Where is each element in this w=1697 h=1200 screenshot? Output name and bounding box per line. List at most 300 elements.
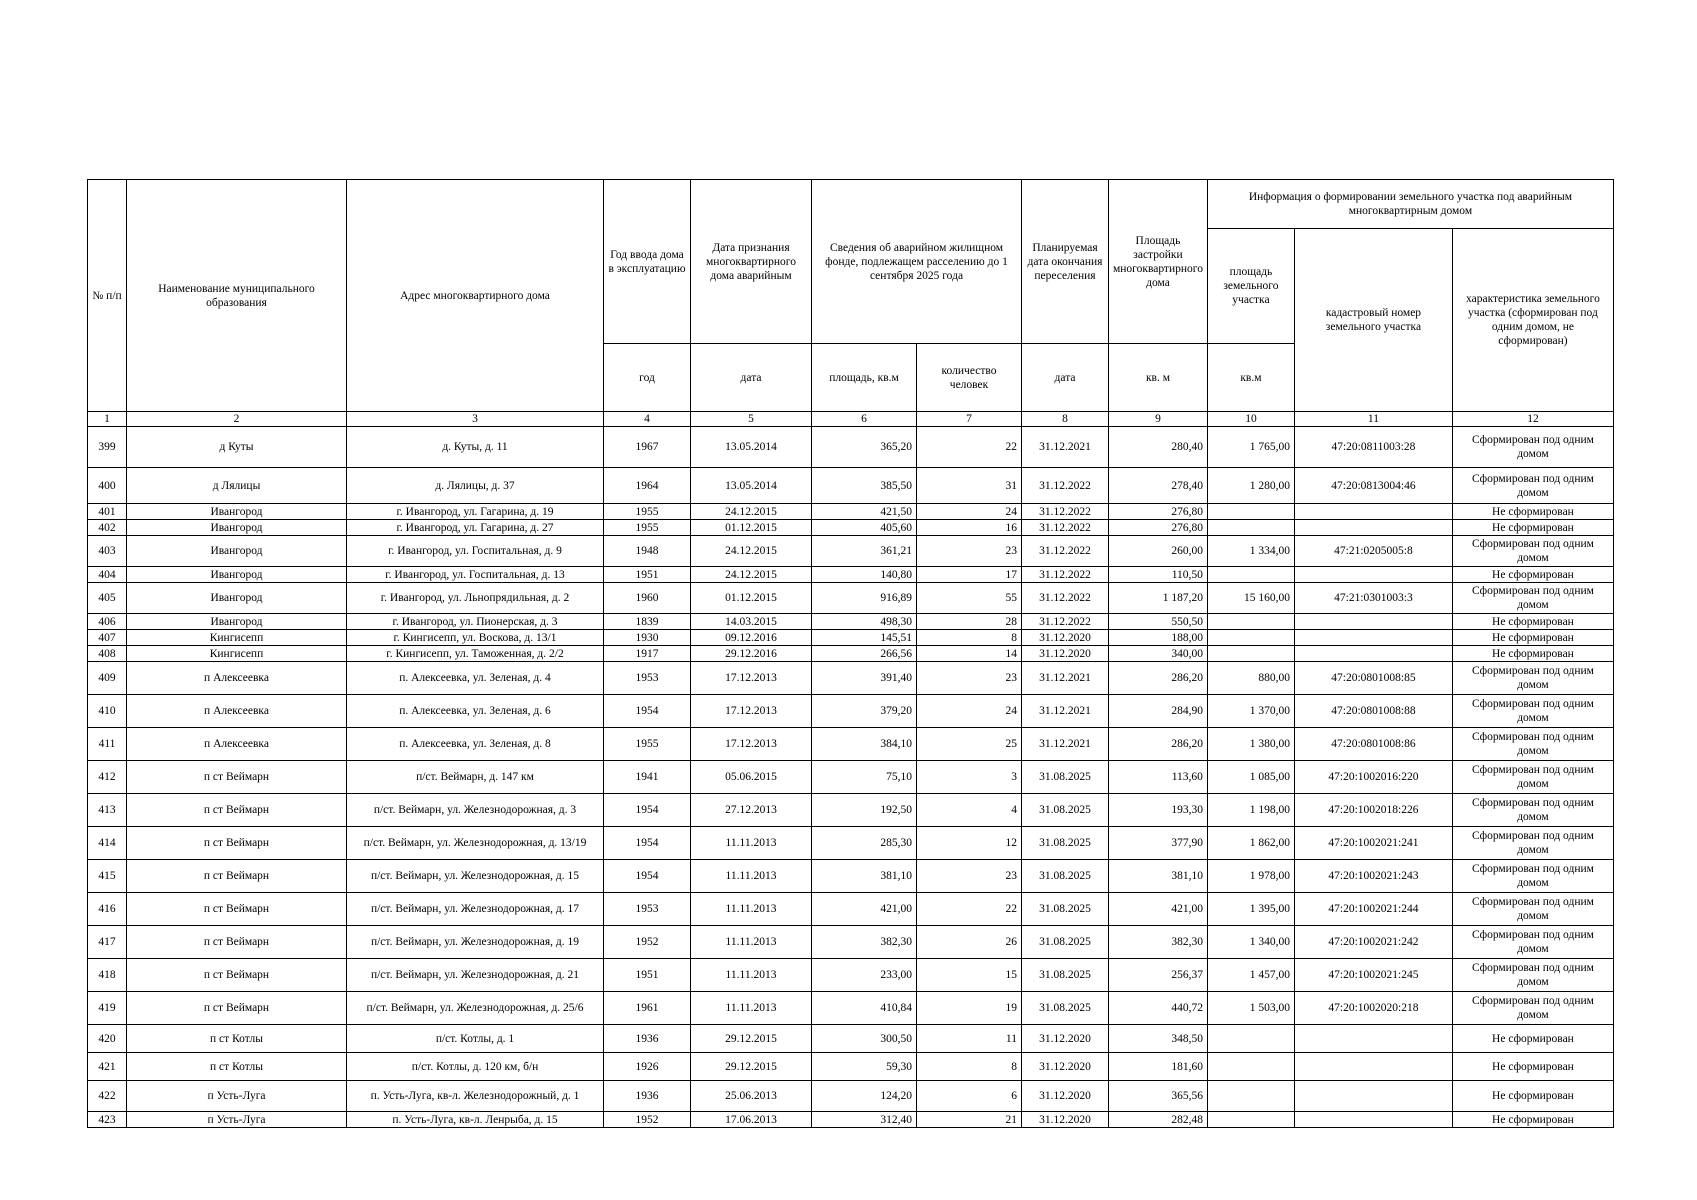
date-declared: 01.12.2015	[691, 520, 812, 536]
year-built: 1930	[604, 630, 691, 646]
cadastral-number: 47:20:1002021:242	[1294, 926, 1452, 959]
table-row	[88, 827, 1614, 860]
housing-table	[87, 179, 1614, 1128]
fund-area: 145,51	[812, 630, 917, 646]
fund-area: 916,89	[812, 583, 917, 614]
people-count: 15	[917, 959, 1022, 992]
planned-date: 31.12.2020	[1022, 1025, 1109, 1053]
row-number: 400	[88, 468, 127, 504]
date-declared: 13.05.2014	[691, 468, 812, 504]
date-declared: 24.12.2015	[691, 567, 812, 583]
planned-date: 31.12.2020	[1022, 1053, 1109, 1081]
cadastral-number: 47:20:1002021:244	[1294, 893, 1452, 926]
row-number: 405	[88, 583, 127, 614]
municipality: п ст Веймарн	[127, 827, 347, 860]
table-row	[88, 630, 1614, 646]
planned-date: 31.08.2025	[1022, 992, 1109, 1025]
land-status: Сформирован под одним домом	[1452, 827, 1613, 860]
land-status: Сформирован под одним домом	[1452, 468, 1613, 504]
land-area	[1207, 1025, 1294, 1053]
year-built: 1917	[604, 646, 691, 662]
date-declared: 14.03.2015	[691, 614, 812, 630]
land-status: Сформирован под одним домом	[1452, 728, 1613, 761]
people-count: 3	[917, 761, 1022, 794]
fund-area: 410,84	[812, 992, 917, 1025]
land-status: Не сформирован	[1452, 520, 1613, 536]
planned-date: 31.12.2021	[1022, 695, 1109, 728]
year-built: 1936	[604, 1025, 691, 1053]
planned-date: 31.12.2022	[1022, 504, 1109, 520]
municipality: п ст Котлы	[127, 1025, 347, 1053]
fund-area: 75,10	[812, 761, 917, 794]
build-area: 181,60	[1109, 1053, 1208, 1081]
year-built: 1952	[604, 1112, 691, 1128]
build-area: 276,80	[1109, 504, 1208, 520]
row-number: 419	[88, 992, 127, 1025]
land-area	[1207, 630, 1294, 646]
column-number: 10	[1207, 412, 1294, 427]
row-number: 399	[88, 427, 127, 468]
table-row	[88, 728, 1614, 761]
column-number: 3	[347, 412, 604, 427]
date-declared: 09.12.2016	[691, 630, 812, 646]
address: п/ст. Веймарн, ул. Железнодорожная, д. 17	[347, 893, 604, 926]
people-count: 23	[917, 662, 1022, 695]
date-declared: 24.12.2015	[691, 504, 812, 520]
year-built: 1954	[604, 794, 691, 827]
address: п/ст. Котлы, д. 120 км, б/н	[347, 1053, 604, 1081]
header-planned-date: Планируемая дата окончания переселения	[1022, 180, 1109, 344]
people-count: 11	[917, 1025, 1022, 1053]
address: д. Лялицы, д. 37	[347, 468, 604, 504]
cadastral-number	[1294, 567, 1452, 583]
cadastral-number: 47:20:1002020:218	[1294, 992, 1452, 1025]
year-built: 1964	[604, 468, 691, 504]
table-body	[88, 427, 1614, 1128]
land-status: Не сформирован	[1452, 614, 1613, 630]
address: п/ст. Веймарн, ул. Железнодорожная, д. 13/19	[347, 827, 604, 860]
table-row	[88, 1053, 1614, 1081]
table-row	[88, 695, 1614, 728]
people-count: 26	[917, 926, 1022, 959]
municipality: п ст Веймарн	[127, 794, 347, 827]
date-declared: 17.06.2013	[691, 1112, 812, 1128]
land-area	[1207, 504, 1294, 520]
row-number: 411	[88, 728, 127, 761]
row-number: 422	[88, 1081, 127, 1112]
date-declared: 27.12.2013	[691, 794, 812, 827]
fund-area: 391,40	[812, 662, 917, 695]
build-area: 365,56	[1109, 1081, 1208, 1112]
header-cadastral: кадастровый номер земельного участка	[1294, 229, 1452, 412]
municipality: п ст Веймарн	[127, 860, 347, 893]
date-declared: 17.12.2013	[691, 728, 812, 761]
municipality: п Алексеевка	[127, 695, 347, 728]
column-number: 5	[691, 412, 812, 427]
year-built: 1953	[604, 662, 691, 695]
address: п. Алексеевка, ул. Зеленая, д. 4	[347, 662, 604, 695]
land-area: 1 085,00	[1207, 761, 1294, 794]
planned-date: 31.12.2020	[1022, 646, 1109, 662]
fund-area: 384,10	[812, 728, 917, 761]
year-built: 1951	[604, 959, 691, 992]
year-built: 1954	[604, 827, 691, 860]
build-area: 282,48	[1109, 1112, 1208, 1128]
table-row	[88, 1025, 1614, 1053]
people-count: 14	[917, 646, 1022, 662]
municipality: Ивангород	[127, 567, 347, 583]
people-count: 12	[917, 827, 1022, 860]
municipality: п Алексеевка	[127, 662, 347, 695]
date-declared: 11.11.2013	[691, 926, 812, 959]
build-area: 286,20	[1109, 662, 1208, 695]
build-area: 193,30	[1109, 794, 1208, 827]
municipality: п Усть-Луга	[127, 1112, 347, 1128]
year-built: 1954	[604, 860, 691, 893]
cadastral-number: 47:20:1002021:241	[1294, 827, 1452, 860]
header-land-status: характеристика земельного участка (сформирован под одним домом, не сформирован)	[1452, 229, 1613, 412]
year-built: 1952	[604, 926, 691, 959]
planned-date: 31.12.2020	[1022, 1112, 1109, 1128]
land-area: 15 160,00	[1207, 583, 1294, 614]
year-built: 1951	[604, 567, 691, 583]
land-status: Сформирован под одним домом	[1452, 860, 1613, 893]
people-count: 16	[917, 520, 1022, 536]
fund-area: 379,20	[812, 695, 917, 728]
unit-land-area: кв.м	[1207, 344, 1294, 412]
land-status: Сформирован под одним домом	[1452, 992, 1613, 1025]
unit-plan-date: дата	[1022, 344, 1109, 412]
people-count: 8	[917, 630, 1022, 646]
table-row	[88, 959, 1614, 992]
people-count: 28	[917, 614, 1022, 630]
fund-area: 421,00	[812, 893, 917, 926]
cadastral-number	[1294, 1025, 1452, 1053]
fund-area: 382,30	[812, 926, 917, 959]
unit-date: дата	[691, 344, 812, 412]
header-num: № п/п	[88, 180, 127, 412]
people-count: 25	[917, 728, 1022, 761]
date-declared: 11.11.2013	[691, 827, 812, 860]
date-declared: 01.12.2015	[691, 583, 812, 614]
year-built: 1954	[604, 695, 691, 728]
header-build-area: Площадь застройки многоквартирного дома	[1109, 180, 1208, 344]
cadastral-number: 47:20:0811003:28	[1294, 427, 1452, 468]
date-declared: 29.12.2015	[691, 1025, 812, 1053]
planned-date: 31.12.2022	[1022, 614, 1109, 630]
planned-date: 31.08.2025	[1022, 893, 1109, 926]
planned-date: 31.08.2025	[1022, 794, 1109, 827]
row-number: 416	[88, 893, 127, 926]
people-count: 31	[917, 468, 1022, 504]
municipality: п ст Веймарн	[127, 992, 347, 1025]
table-row	[88, 1081, 1614, 1112]
cadastral-number: 47:20:1002016:220	[1294, 761, 1452, 794]
cadastral-number: 47:20:1002021:243	[1294, 860, 1452, 893]
unit-year: год	[604, 344, 691, 412]
table-row	[88, 893, 1614, 926]
people-count: 24	[917, 504, 1022, 520]
table-row	[88, 1112, 1614, 1128]
address: п/ст. Веймарн, ул. Железнодорожная, д. 21	[347, 959, 604, 992]
date-declared: 11.11.2013	[691, 992, 812, 1025]
fund-area: 381,10	[812, 860, 917, 893]
municipality: Ивангород	[127, 583, 347, 614]
year-built: 1926	[604, 1053, 691, 1081]
land-area: 1 198,00	[1207, 794, 1294, 827]
municipality: п ст Веймарн	[127, 893, 347, 926]
municipality: Кингисепп	[127, 646, 347, 662]
cadastral-number: 47:20:1002021:245	[1294, 959, 1452, 992]
date-declared: 11.11.2013	[691, 959, 812, 992]
date-declared: 29.12.2015	[691, 1053, 812, 1081]
address: г. Ивангород, ул. Госпитальная, д. 13	[347, 567, 604, 583]
people-count: 21	[917, 1112, 1022, 1128]
address: п/ст. Веймарн, д. 147 км	[347, 761, 604, 794]
column-number: 11	[1294, 412, 1452, 427]
unit-people: количество человек	[917, 344, 1022, 412]
people-count: 23	[917, 536, 1022, 567]
address: г. Ивангород, ул. Гагарина, д. 27	[347, 520, 604, 536]
row-number: 418	[88, 959, 127, 992]
build-area: 280,40	[1109, 427, 1208, 468]
address: г. Ивангород, ул. Льнопрядильная, д. 2	[347, 583, 604, 614]
date-declared: 24.12.2015	[691, 536, 812, 567]
fund-area: 365,20	[812, 427, 917, 468]
land-status: Сформирован под одним домом	[1452, 536, 1613, 567]
fund-area: 285,30	[812, 827, 917, 860]
build-area: 340,00	[1109, 646, 1208, 662]
row-number: 423	[88, 1112, 127, 1128]
row-number: 408	[88, 646, 127, 662]
planned-date: 31.12.2022	[1022, 468, 1109, 504]
address: п/ст. Веймарн, ул. Железнодорожная, д. 19	[347, 926, 604, 959]
cadastral-number: 47:20:0801008:88	[1294, 695, 1452, 728]
fund-area: 59,30	[812, 1053, 917, 1081]
cadastral-number	[1294, 614, 1452, 630]
land-status: Сформирован под одним домом	[1452, 794, 1613, 827]
land-area: 1 765,00	[1207, 427, 1294, 468]
cadastral-number	[1294, 1053, 1452, 1081]
table-row	[88, 926, 1614, 959]
address: п/ст. Веймарн, ул. Железнодорожная, д. 3	[347, 794, 604, 827]
address: г. Кингисепп, ул. Воскова, д. 13/1	[347, 630, 604, 646]
build-area: 260,00	[1109, 536, 1208, 567]
year-built: 1955	[604, 728, 691, 761]
table-row	[88, 662, 1614, 695]
cadastral-number: 47:20:1002018:226	[1294, 794, 1452, 827]
year-built: 1953	[604, 893, 691, 926]
build-area: 440,72	[1109, 992, 1208, 1025]
planned-date: 31.08.2025	[1022, 761, 1109, 794]
column-number: 6	[812, 412, 917, 427]
fund-area: 300,50	[812, 1025, 917, 1053]
row-number: 407	[88, 630, 127, 646]
land-area	[1207, 520, 1294, 536]
table-row	[88, 614, 1614, 630]
cadastral-number	[1294, 630, 1452, 646]
address: г. Ивангород, ул. Гагарина, д. 19	[347, 504, 604, 520]
header-date-declared: Дата признания многоквартирного дома аварийным	[691, 180, 812, 344]
municipality: п ст Веймарн	[127, 959, 347, 992]
land-area: 1 395,00	[1207, 893, 1294, 926]
cadastral-number	[1294, 1112, 1452, 1128]
column-number: 8	[1022, 412, 1109, 427]
build-area: 1 187,20	[1109, 583, 1208, 614]
land-status: Не сформирован	[1452, 630, 1613, 646]
column-number: 2	[127, 412, 347, 427]
address: г. Ивангород, ул. Пионерская, д. 3	[347, 614, 604, 630]
column-number: 1	[88, 412, 127, 427]
land-status: Сформирован под одним домом	[1452, 926, 1613, 959]
table-row	[88, 583, 1614, 614]
municipality: п ст Веймарн	[127, 761, 347, 794]
column-number: 7	[917, 412, 1022, 427]
land-area: 1 457,00	[1207, 959, 1294, 992]
table-row	[88, 794, 1614, 827]
table-row	[88, 761, 1614, 794]
people-count: 55	[917, 583, 1022, 614]
table-row	[88, 504, 1614, 520]
address: п. Алексеевка, ул. Зеленая, д. 8	[347, 728, 604, 761]
land-area: 1 370,00	[1207, 695, 1294, 728]
land-area: 1 280,00	[1207, 468, 1294, 504]
build-area: 278,40	[1109, 468, 1208, 504]
address: п/ст. Веймарн, ул. Железнодорожная, д. 15	[347, 860, 604, 893]
table-row	[88, 536, 1614, 567]
people-count: 22	[917, 893, 1022, 926]
date-declared: 13.05.2014	[691, 427, 812, 468]
municipality: Ивангород	[127, 614, 347, 630]
row-number: 421	[88, 1053, 127, 1081]
row-number: 406	[88, 614, 127, 630]
row-number: 415	[88, 860, 127, 893]
people-count: 8	[917, 1053, 1022, 1081]
land-area	[1207, 1081, 1294, 1112]
row-number: 413	[88, 794, 127, 827]
fund-area: 140,80	[812, 567, 917, 583]
build-area: 110,50	[1109, 567, 1208, 583]
land-status: Не сформирован	[1452, 1053, 1613, 1081]
fund-area: 361,21	[812, 536, 917, 567]
land-area	[1207, 1053, 1294, 1081]
table-row	[88, 520, 1614, 536]
year-built: 1955	[604, 504, 691, 520]
row-number: 409	[88, 662, 127, 695]
land-status: Сформирован под одним домом	[1452, 427, 1613, 468]
build-area: 348,50	[1109, 1025, 1208, 1053]
build-area: 284,90	[1109, 695, 1208, 728]
cadastral-number	[1294, 1081, 1452, 1112]
build-area: 421,00	[1109, 893, 1208, 926]
build-area: 286,20	[1109, 728, 1208, 761]
planned-date: 31.12.2022	[1022, 567, 1109, 583]
year-built: 1960	[604, 583, 691, 614]
table-row	[88, 860, 1614, 893]
unit-area: площадь, кв.м	[812, 344, 917, 412]
date-declared: 29.12.2016	[691, 646, 812, 662]
land-area	[1207, 1112, 1294, 1128]
cadastral-number	[1294, 504, 1452, 520]
cadastral-number: 47:20:0801008:86	[1294, 728, 1452, 761]
planned-date: 31.12.2021	[1022, 662, 1109, 695]
build-area: 113,60	[1109, 761, 1208, 794]
date-declared: 11.11.2013	[691, 860, 812, 893]
municipality: Ивангород	[127, 536, 347, 567]
year-built: 1941	[604, 761, 691, 794]
unit-build-area: кв. м	[1109, 344, 1208, 412]
header-municipality: Наименование муниципального образования	[127, 180, 347, 412]
planned-date: 31.08.2025	[1022, 926, 1109, 959]
address: г. Кингисепп, ул. Таможенная, д. 2/2	[347, 646, 604, 662]
people-count: 22	[917, 427, 1022, 468]
cadastral-number: 47:21:0301003:3	[1294, 583, 1452, 614]
fund-area: 385,50	[812, 468, 917, 504]
build-area: 382,30	[1109, 926, 1208, 959]
municipality: п Алексеевка	[127, 728, 347, 761]
cadastral-number	[1294, 520, 1452, 536]
land-area: 1 380,00	[1207, 728, 1294, 761]
year-built: 1961	[604, 992, 691, 1025]
table-row	[88, 567, 1614, 583]
municipality: д Куты	[127, 427, 347, 468]
column-number-row	[88, 412, 1614, 427]
cadastral-number: 47:20:0801008:85	[1294, 662, 1452, 695]
land-status: Не сформирован	[1452, 567, 1613, 583]
planned-date: 31.08.2025	[1022, 860, 1109, 893]
row-number: 401	[88, 504, 127, 520]
fund-area: 266,56	[812, 646, 917, 662]
row-number: 420	[88, 1025, 127, 1053]
year-built: 1936	[604, 1081, 691, 1112]
row-number: 417	[88, 926, 127, 959]
land-area: 880,00	[1207, 662, 1294, 695]
table-row	[88, 427, 1614, 468]
date-declared: 17.12.2013	[691, 662, 812, 695]
row-number: 412	[88, 761, 127, 794]
municipality: Кингисепп	[127, 630, 347, 646]
column-number: 4	[604, 412, 691, 427]
table-row	[88, 646, 1614, 662]
people-count: 4	[917, 794, 1022, 827]
row-number: 414	[88, 827, 127, 860]
row-number: 410	[88, 695, 127, 728]
land-status: Не сформирован	[1452, 1025, 1613, 1053]
fund-area: 312,40	[812, 1112, 917, 1128]
fund-area: 421,50	[812, 504, 917, 520]
people-count: 24	[917, 695, 1022, 728]
build-area: 256,37	[1109, 959, 1208, 992]
row-number: 403	[88, 536, 127, 567]
fund-area: 124,20	[812, 1081, 917, 1112]
land-area	[1207, 567, 1294, 583]
municipality: п ст Веймарн	[127, 926, 347, 959]
build-area: 381,10	[1109, 860, 1208, 893]
planned-date: 31.12.2022	[1022, 520, 1109, 536]
fund-area: 498,30	[812, 614, 917, 630]
land-area	[1207, 646, 1294, 662]
header-fund-info: Сведения об аварийном жилищном фонде, подлежащем расселению до 1 сентября 2025 года	[812, 180, 1022, 344]
land-area: 1 503,00	[1207, 992, 1294, 1025]
year-built: 1948	[604, 536, 691, 567]
land-status: Не сформирован	[1452, 1081, 1613, 1112]
address: п. Усть-Луга, кв-л. Ленрыба, д. 15	[347, 1112, 604, 1128]
planned-date: 31.12.2020	[1022, 1081, 1109, 1112]
column-number: 12	[1452, 412, 1613, 427]
fund-area: 405,60	[812, 520, 917, 536]
address: п. Усть-Луга, кв-л. Железнодорожный, д. 1	[347, 1081, 604, 1112]
header-year: Год ввода дома в эксплуатацию	[604, 180, 691, 344]
